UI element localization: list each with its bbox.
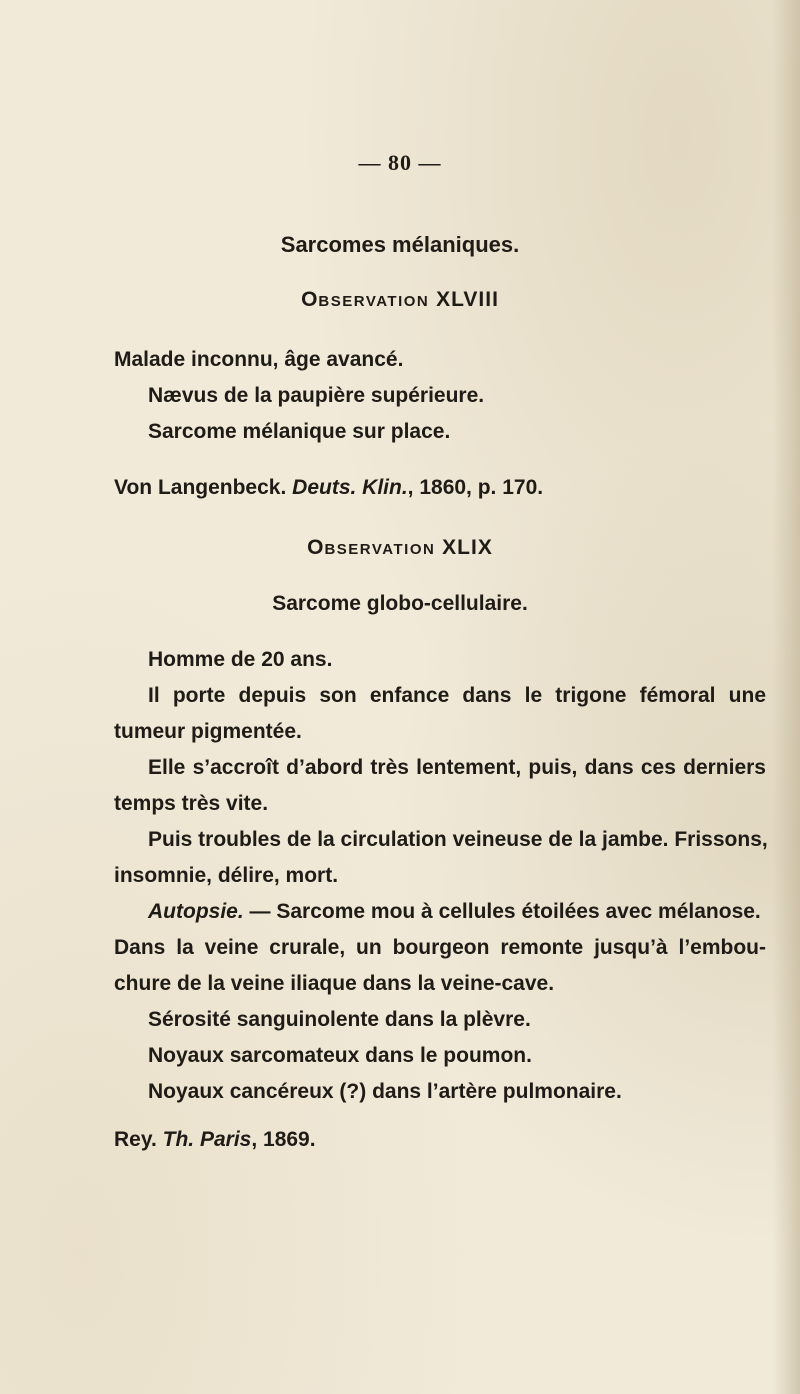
obs48-line-3: Sarcome mélanique sur place. <box>148 420 451 443</box>
observation-48-title <box>0 288 800 312</box>
obs49-subtitle: Sarcome globo-cellulaire. <box>272 592 528 615</box>
obs49-line-4: Elle s’accroît d’abord très lentement, puis, dans ces derniers <box>148 756 766 779</box>
obs49-line-5: temps très vite. <box>114 792 269 815</box>
obs49-line-11: Sérosité sanguinolente dans la plèvre. <box>148 1008 531 1031</box>
obs49-title-smallcaps: BSERVATION <box>324 541 436 558</box>
obs49-ref-details: , 1869. <box>251 1128 316 1151</box>
obs49-title-prefix: O <box>307 536 325 559</box>
obs49-line-8 <box>148 900 761 924</box>
obs48-ref-author: Von Langenbeck. <box>114 476 293 499</box>
obs49-line-3: tumeur pigmentée. <box>114 720 302 743</box>
obs49-autopsie-label: Autopsie. <box>148 900 244 923</box>
observation-49-title <box>0 536 800 560</box>
section-title: Sarcomes mélaniques. <box>280 232 520 257</box>
obs49-reference <box>114 1128 316 1152</box>
obs49-line-9: Dans la veine crurale, un bourgeon remonte jusqu’à l’embou- <box>114 936 766 959</box>
obs48-title-number: XLVIII <box>436 288 499 311</box>
obs49-title-number: XLIX <box>442 536 493 559</box>
obs49-line-6: Puis troubles de la circulation veineuse de la jambe. Frissons, <box>148 828 768 851</box>
obs48-ref-journal: Deuts. Klin. <box>292 476 408 499</box>
obs49-ref-author: Rey. <box>114 1128 163 1151</box>
obs48-line-1: Malade inconnu, âge avancé. <box>114 348 404 371</box>
obs48-ref-details: , 1860, p. 170. <box>407 476 544 499</box>
obs49-line-10: chure de la veine iliaque dans la veine-cave. <box>114 972 555 995</box>
obs49-line-13: Noyaux cancéreux (?) dans l’artère pulmonaire. <box>148 1080 622 1103</box>
obs48-title-prefix: O <box>301 288 319 311</box>
obs49-autopsie-text: — Sarcome mou à cellules étoilées avec mélanose. <box>243 900 761 923</box>
page-edge-shadow <box>772 0 800 1394</box>
page-number: — 80 — <box>358 150 442 175</box>
obs49-line-2: Il porte depuis son enfance dans le trigone fémoral une <box>148 684 766 707</box>
obs49-line-12: Noyaux sarcomateux dans le poumon. <box>148 1044 532 1067</box>
obs48-title-smallcaps: BSERVATION <box>318 293 430 310</box>
obs49-line-7: insomnie, délire, mort. <box>114 864 339 887</box>
obs49-ref-journal: Th. Paris <box>162 1128 252 1151</box>
obs48-line-2: Nævus de la paupière supérieure. <box>148 384 485 407</box>
obs48-reference <box>114 476 543 500</box>
obs49-line-1: Homme de 20 ans. <box>148 648 333 671</box>
